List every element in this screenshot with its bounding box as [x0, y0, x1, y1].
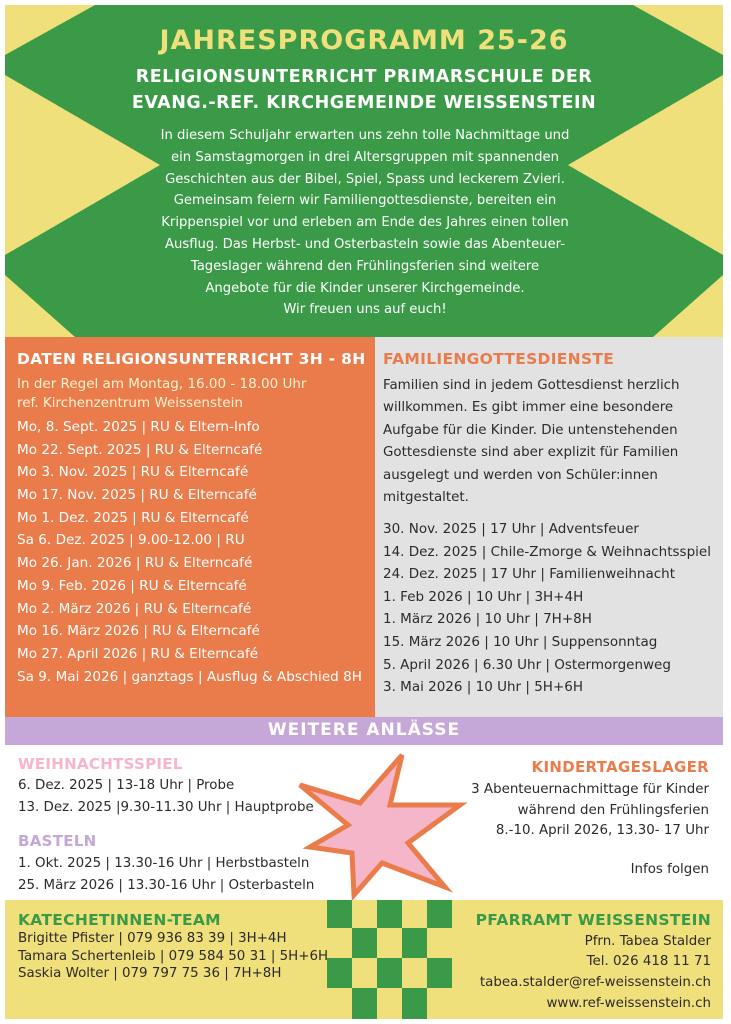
corner-triangle-bottom-left — [5, 275, 75, 337]
list-item: 1. Feb 2026 | 10 Uhr | 3H+4H — [383, 588, 584, 605]
list-item: Sa 9. Mai 2026 | ganztags | Ausflug & Abschied 8H — [17, 668, 362, 685]
ru-dates-panel — [5, 337, 375, 717]
intro-line: ausgelegt und werden von Schüler:innen — [383, 467, 658, 483]
list-item: 5. April 2026 | 6.30 Uhr | Ostermorgenweg — [383, 656, 671, 673]
list-item: Mo 2. März 2026 | RU & Elterncafé — [17, 600, 252, 617]
list-item: Mo, 8. Sept. 2025 | RU & Eltern-Info — [17, 419, 260, 435]
parish-phone: Tel. 026 418 11 71 — [586, 954, 711, 969]
family-services-title: FAMILIENGOTTESDIENSTE — [383, 350, 615, 368]
footer-contacts — [5, 900, 723, 1019]
team-title: KATECHETINNEN-TEAM — [18, 911, 221, 929]
crafts-line: 1. Okt. 2025 | 13.30-16 Uhr | Herbstbasteln — [18, 856, 310, 871]
family-services-list — [383, 518, 711, 699]
page-subtitle-line-2: EVANG.-REF. KIRCHGEMEINDE WEISSENSTEIN — [131, 93, 597, 113]
parish-pastor-name: Pfrn. Tabea Stalder — [584, 934, 711, 949]
list-item: Mo 3. Nov. 2025 | RU & Elterncafé — [17, 464, 249, 481]
intro-line: Familien sind in jedem Gottesdienst herzlich — [383, 378, 680, 393]
ru-schedule-note: In der Regel am Montag, 16.00 - 18.00 Uhr — [17, 376, 307, 392]
intro-line: Gottesdienste sind aber explizit für Familien — [383, 445, 679, 461]
list-item: 15. März 2026 | 10 Uhr | Suppensonntag — [383, 633, 658, 650]
star-decoration — [270, 745, 470, 900]
list-item: Mo 17. Nov. 2025 | RU & Elterncafé — [17, 487, 257, 504]
intro-text — [145, 125, 585, 321]
checker-square — [352, 928, 377, 958]
more-events-bar — [5, 717, 723, 745]
parish-website-link[interactable]: www.ref-weissenstein.ch — [546, 996, 711, 1011]
more-events-title: WEITERE ANLÄSSE — [267, 720, 461, 740]
list-item: Sa 6. Dez. 2025 | 9.00-12.00 | RU — [17, 532, 245, 549]
checker-square — [327, 958, 352, 988]
kids-camp-line: während den Frühlingsferien — [517, 803, 709, 818]
family-services-panel — [375, 337, 723, 717]
intro-line: Aufgabe für die Kinder. Die untenstehenden — [383, 422, 678, 438]
list-item: Mo 27. April 2026 | RU & Elterncafé — [17, 645, 259, 662]
page-title: JAHRESPROGRAMM 25-26 — [159, 25, 569, 56]
ru-dates-title: DATEN RELIGIONSUNTERRICHT 3H - 8H — [17, 350, 366, 368]
page-subtitle-line-1: RELIGIONSUNTERRICHT PRIMARSCHULE DER — [135, 67, 593, 87]
kids-camp-line: 3 Abenteuernachmittage für Kinder — [471, 782, 709, 797]
christmas-play-line: 13. Dez. 2025 |9.30-11.30 Uhr | Hauptprobe — [18, 800, 314, 815]
parish-email-link[interactable]: tabea.stalder@ref-weissenstein.ch — [479, 975, 711, 990]
list-item: Mo 26. Jan. 2026 | RU & Elterncafé — [17, 555, 253, 572]
list-item: 3. Mai 2026 | 10 Uhr | 5H+6H — [383, 679, 584, 696]
checker-square — [402, 988, 427, 1019]
intro-line: Gemeinsam feiern wir Familiengottesdienste, bereiten ein — [173, 193, 557, 209]
team-member: Tamara Schertenleib | 079 584 50 31 | 5H+6H — [18, 949, 329, 964]
intro-line: ein Samstagmorgen in drei Altersgruppen mit spannenden — [171, 149, 559, 165]
checker-decoration — [327, 900, 467, 1019]
corner-triangle-bottom-right — [653, 275, 723, 337]
star-shape — [300, 755, 460, 895]
checker-square — [327, 900, 352, 928]
list-item: Mo 9. Feb. 2026 | RU & Elterncafé — [17, 577, 247, 594]
family-services-intro — [383, 375, 718, 509]
checker-square — [402, 928, 427, 958]
intro-line: In diesem Schuljahr erwarten uns zehn tolle Nachmittage und — [160, 128, 570, 143]
intro-line: mitgestaltet. — [383, 490, 469, 506]
checker-square — [377, 958, 402, 988]
crafts-line: 25. März 2026 | 13.30-16 Uhr | Osterbasteln — [18, 878, 315, 893]
intro-line: Krippenspiel vor und erleben am Ende des Jahres einen tollen — [161, 215, 569, 231]
kids-camp-footnote: Infos folgen — [630, 862, 709, 877]
intro-line: Geschichten aus der Bibel, Spiel, Spass und leckerem Zvieri. — [165, 171, 565, 187]
checker-square — [427, 900, 452, 928]
header-banner — [5, 5, 723, 337]
kids-camp-title: KINDERTAGESLAGER — [531, 758, 709, 776]
list-item: Mo 22. Sept. 2025 | RU & Elterncafé — [17, 441, 263, 458]
kids-camp-line: 8.-10. April 2026, 13.30- 17 Uhr — [495, 823, 709, 838]
checker-square — [352, 988, 377, 1019]
intro-line: Angebote für die Kinder unserer Kirchgemeinde. — [205, 280, 525, 296]
checker-square — [377, 900, 402, 928]
christmas-play-line: 6. Dez. 2025 | 13-18 Uhr | Probe — [18, 778, 235, 793]
intro-line: Tageslager während den Frühlingsferien sind weitere — [190, 258, 540, 274]
checker-square — [427, 958, 452, 988]
christmas-play-title: WEIHNACHTSSPIEL — [18, 755, 183, 773]
intro-line: Wir freuen uns auf euch! — [283, 302, 447, 318]
list-item: 30. Nov. 2025 | 17 Uhr | Adventsfeuer — [383, 521, 639, 537]
team-member: Brigitte Pfister | 079 936 83 39 | 3H+4H — [18, 931, 287, 946]
ru-date-list — [17, 416, 362, 688]
intro-line: Ausflug. Das Herbst- und Osterbasteln sowie das Abenteuer- — [164, 236, 565, 252]
list-item: Mo 16. März 2026 | RU & Elterncafé — [17, 623, 260, 640]
list-item: 14. Dez. 2025 | Chile-Zmorge & Weihnachtsspiel — [383, 543, 711, 560]
team-member: Saskia Wolter | 079 797 75 36 | 7H+8H — [18, 966, 282, 981]
list-item: 24. Dez. 2025 | 17 Uhr | Familienweihnacht — [383, 566, 676, 583]
list-item: Mo 1. Dez. 2025 | RU & Elterncafé — [17, 509, 249, 526]
list-item: 1. März 2026 | 10 Uhr | 7H+8H — [383, 611, 592, 628]
ru-location-note: ref. Kirchenzentrum Weissenstein — [17, 395, 243, 411]
parish-office-title: PFARRAMT WEISSENSTEIN — [475, 911, 711, 929]
crafts-title: BASTELN — [18, 832, 97, 850]
intro-line: willkommen. Es gibt immer eine besondere — [383, 400, 674, 416]
